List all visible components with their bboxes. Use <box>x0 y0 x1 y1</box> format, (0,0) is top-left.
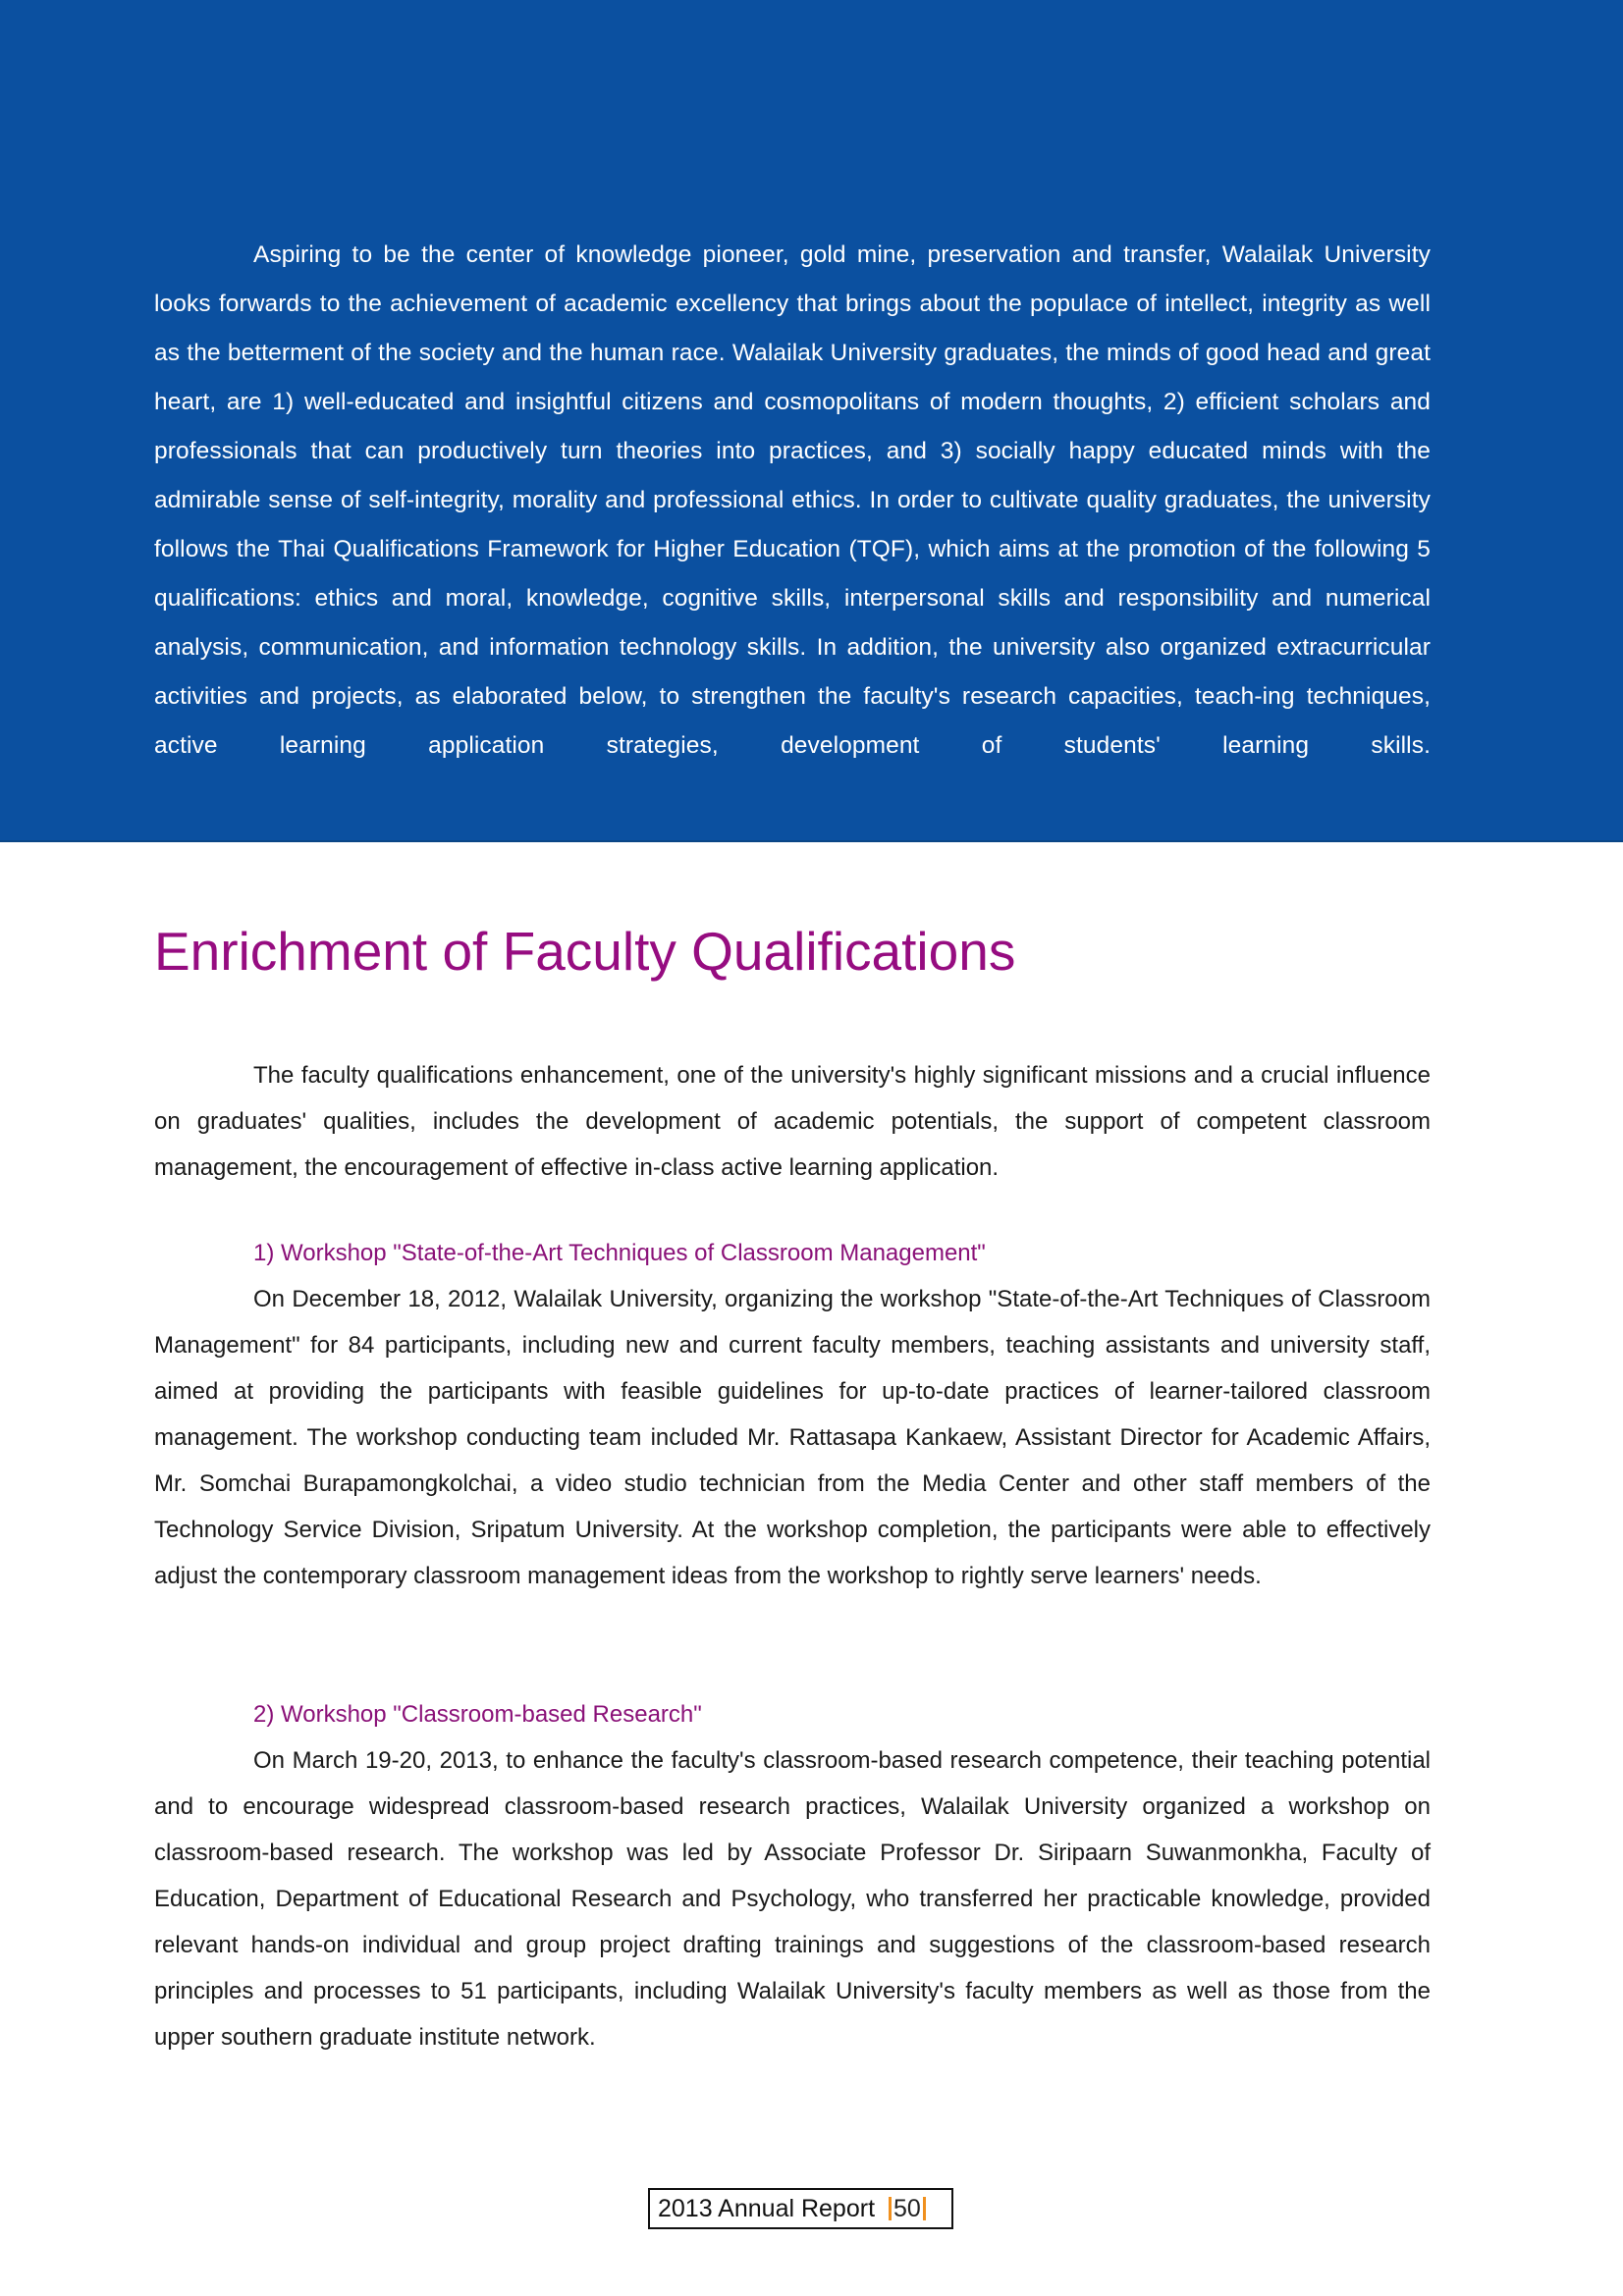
workshop-2-body: On March 19-20, 2013, to enhance the faculty's classroom-based research competence, their teaching potential and to encourage widespread classroom-based research practices, Walailak University organized a workshop on classroom-based research. The workshop was led by Associate Professor Dr. Siripaarn Suwanmonkha, Faculty of Education, Department of Educational Research and Psychology, who transferred her practicable knowledge, provided relevant hands-on individual and group project drafting trainings and suggestions of the classroom-based research principles and processes to 51 participants, including Walailak University's faculty members as well as those from the upper southern graduate institute network. <box>154 1747 1431 2051</box>
workshop-2-heading: 2) Workshop "Classroom-based Research" <box>253 1701 702 1728</box>
page-number: 50 <box>893 2194 921 2222</box>
page-number-right-bar-icon <box>923 2197 926 2220</box>
page-number-left-bar-icon <box>889 2197 892 2220</box>
page-footer <box>648 2188 953 2229</box>
workshop-1-heading: 1) Workshop "State-of-the-Art Techniques of Classroom Management" <box>253 1240 986 1266</box>
section-intro-paragraph: The faculty qualifications enhancement, one of the university's highly significant missions and a crucial influence on graduates' qualities, includes the development of academic potentials, the support of competent classroom management, the encouragement of effective in-class active learning application. <box>154 1062 1431 1181</box>
footer-label: 2013 Annual Report <box>658 2194 876 2222</box>
workshop-1-body: On December 18, 2012, Walailak University, organizing the workshop "State-of-the-Art Techniques of Classroom Management" for 84 participants, including new and current faculty members, teaching assistants and university staff, aimed at providing the participants with feasible guidelines for up-to-date practices of learner-tailored classroom management. The workshop conducting team included Mr. Rattasapa Kankaew, Assistant Director for Academic Affairs, Mr. Somchai Burapamongkolchai, a video studio technician from the Media Center and other staff members of the Technology Service Division, Sripatum University. At the workshop completion, the participants were able to effectively adjust the contemporary classroom management ideas from the workshop to rightly serve learners' needs. <box>154 1286 1431 1589</box>
section-title: Enrichment of Faculty Qualifications <box>154 921 1016 982</box>
intro-paragraph: Aspiring to be the center of knowledge pioneer, gold mine, preservation and transfer, Walailak University looks forwards to the achievement of academic excellency that brings about the populace of intellect, integrity as well as the betterment of the society and the human race. Walailak University graduates, the minds of good head and great heart, are 1) well-educated and insightful citizens and cosmopolitans of modern thoughts, 2) efficient scholars and professionals that can productively turn theories into practices, and 3) socially happy educated minds with the admirable sense of self-integrity, morality and professional ethics. In order to cultivate quality graduates, the university follows the Thai Qualifications Framework for Higher Education (TQF), which aims at the promotion of the following 5 qualifications: ethics and moral, knowledge, cognitive skills, interpersonal skills and responsibility and numerical analysis, communication, and information technology skills. In addition, the university also organized extracurricular activities and projects, as elaborated below, to strengthen the faculty's research capacities, teach-ing techniques, active learning application strategies, development of students' learning skills. <box>154 241 1431 759</box>
intro-band <box>0 0 1623 842</box>
